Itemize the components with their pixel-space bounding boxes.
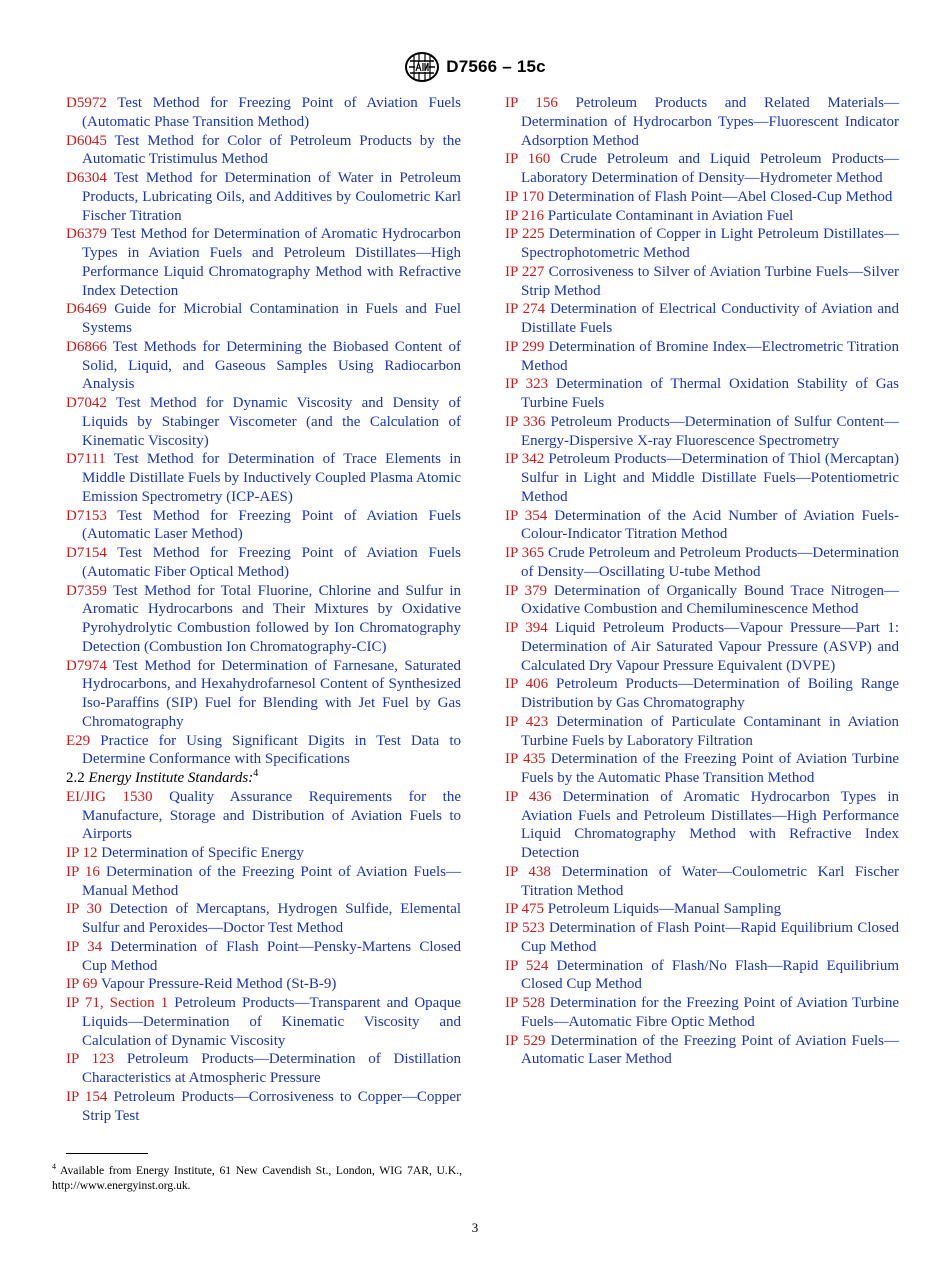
reference-title-link[interactable]: Determination of Copper in Light Petroleum Distillates—Spectrophotometric Method xyxy=(521,226,900,261)
reference-entry xyxy=(505,507,899,545)
reference-entry xyxy=(505,300,899,338)
section-number: 2.2 xyxy=(66,770,85,786)
reference-title-link[interactable]: Test Method for Freezing Point of Aviation Fuels (Automatic Laser Method) xyxy=(82,507,461,543)
reference-entry xyxy=(66,450,461,506)
reference-title-link[interactable]: Determination of Specific Energy xyxy=(101,845,304,861)
reference-title-link[interactable]: Test Method for Determination of Trace Elements in Middle Distillate Fuels by Inductively Coupled Plasma Atomic Emission Spectrometry (ICP-AES) xyxy=(82,451,461,505)
reference-entry xyxy=(66,994,461,1050)
reference-code-link[interactable]: IP 170 xyxy=(505,188,545,205)
reference-title-link[interactable]: Petroleum Products—Determination of Sulfur Content—Energy-Dispersive X-ray Fluorescence Spectrometry xyxy=(521,413,900,449)
reference-title-link[interactable]: Determination of the Freezing Point of Aviation Fuels—Manual Method xyxy=(82,863,462,899)
reference-entry xyxy=(66,225,461,300)
reference-code-link[interactable]: IP 12 xyxy=(66,845,98,861)
reference-code-link[interactable]: IP 69 xyxy=(66,976,98,993)
reference-code-link[interactable]: IP 342 xyxy=(505,451,545,468)
reference-title-link[interactable]: Petroleum Liquids—Manual Sampling xyxy=(547,901,782,918)
reference-entry xyxy=(505,544,899,582)
reference-code-link[interactable]: IP 436 xyxy=(505,788,552,805)
reference-entry xyxy=(66,657,461,732)
reference-title-link[interactable]: Determination of Electrical Conductivity of Aviation and Distillate Fuels xyxy=(521,301,899,336)
reference-entry xyxy=(66,507,461,545)
footnote-marker: 4 xyxy=(52,1162,56,1172)
ip-references-list xyxy=(505,94,899,1069)
reference-title-link[interactable]: Crude Petroleum and Petroleum Products—Determination of Density—Oscillating U-tube Method xyxy=(521,545,900,580)
reference-entry xyxy=(505,750,899,788)
reference-entry xyxy=(505,225,899,263)
reference-entry xyxy=(505,713,899,751)
astm-references-list xyxy=(66,94,461,769)
reference-code-link[interactable]: IP 225 xyxy=(505,226,545,243)
reference-entry xyxy=(66,900,461,938)
reference-code-link[interactable]: IP 524 xyxy=(505,957,549,974)
reference-title-link[interactable]: Determination of Bromine Index—Electrometric Titration Method xyxy=(521,338,900,374)
reference-code-link[interactable]: D7153 xyxy=(66,507,107,524)
reference-title-link[interactable]: Crude Petroleum and Liquid Petroleum Products—Laboratory Determination of Density—Hydrometer Method xyxy=(521,151,900,186)
reference-title-link[interactable]: Determination of the Freezing Point of Aviation Turbine Fuels by the Automatic Phase Transition Method xyxy=(521,751,899,786)
reference-code-link[interactable]: IP 435 xyxy=(505,751,546,768)
reference-title-link[interactable]: Determination of Thermal Oxidation Stability of Gas Turbine Fuels xyxy=(521,376,900,411)
reference-entry xyxy=(505,450,899,506)
reference-code-link[interactable]: IP 336 xyxy=(505,413,546,430)
reference-code-link[interactable]: D7111 xyxy=(66,451,106,468)
reference-title-link[interactable]: Test Method for Dynamic Viscosity and Density of Liquids by Stabinger Viscometer (and the Calculation of Kinematic Viscosity) xyxy=(82,395,461,449)
reference-title-link[interactable]: Determination of Organically Bound Trace Nitrogen—Oxidative Combustion and Chemiluminescence Method xyxy=(521,582,900,618)
reference-code-link[interactable]: IP 529 xyxy=(505,1032,546,1049)
reference-title-link[interactable]: Determination for the Freezing Point of Aviation Turbine Fuels—Automatic Fibre Optic Method xyxy=(521,995,900,1030)
reference-title-link[interactable]: Liquid Petroleum Products—Vapour Pressure—Part 1: Determination of Air Saturated Vapour Pressure (ASVP) and Calculated Dry Vapour Pressure Equivalent (DVPE) xyxy=(521,620,900,674)
reference-title-link[interactable]: Test Methods for Determining the Biobased Content of Solid, Liquid, and Gaseous Samples Using Radiocarbon Analysis xyxy=(82,338,461,393)
reference-code-link[interactable]: EI/JIG 1530 xyxy=(66,788,153,805)
reference-code-link[interactable]: IP 216 xyxy=(505,207,545,224)
reference-code-link[interactable]: IP 423 xyxy=(505,713,549,730)
reference-title-link[interactable]: Test Method for Color of Petroleum Products by the Automatic Tristimulus Method xyxy=(82,132,461,168)
reference-code-link[interactable]: E29 xyxy=(66,732,91,749)
reference-title-link[interactable]: Determination of the Freezing Point of Aviation Fuels—Automatic Laser Method xyxy=(521,1032,899,1068)
reference-entry xyxy=(66,94,461,132)
reference-code-link[interactable]: D6469 xyxy=(66,301,107,318)
reference-entry xyxy=(66,544,461,582)
reference-entry xyxy=(505,207,899,226)
reference-code-link[interactable]: IP 156 xyxy=(505,95,558,111)
page-header xyxy=(0,50,950,84)
reference-title-link[interactable]: Test Method for Freezing Point of Aviation Fuels (Automatic Phase Transition Method) xyxy=(82,95,461,130)
footnote-divider xyxy=(66,1153,148,1154)
reference-entry xyxy=(66,1050,461,1088)
reference-entry xyxy=(66,975,461,994)
reference-code-link[interactable]: D5972 xyxy=(66,95,107,111)
reference-code-link[interactable]: IP 274 xyxy=(505,301,546,318)
reference-entry xyxy=(505,863,899,901)
reference-code-link[interactable]: IP 365 xyxy=(505,545,545,561)
reference-code-link[interactable]: IP 528 xyxy=(505,995,545,1011)
reference-title-link[interactable]: Test Method for Freezing Point of Aviation Fuels (Automatic Fiber Optical Method) xyxy=(82,545,461,580)
footnote-text: Available from Energy Institute, 61 New Cavendish St., London, WIG 7AR, U.K., http://www.energyinst.org.uk. xyxy=(52,1164,462,1192)
reference-code-link[interactable]: IP 30 xyxy=(66,901,102,918)
reference-code-link[interactable]: IP 475 xyxy=(505,901,545,918)
reference-title-link[interactable]: Practice for Using Significant Digits in Test Data to Determine Conformance with Specifications xyxy=(82,732,461,768)
reference-title-link[interactable]: Vapour Pressure-Reid Method (St-B-9) xyxy=(101,976,337,993)
reference-entry xyxy=(66,394,461,450)
reference-code-link[interactable]: D6379 xyxy=(66,226,107,243)
section-title: Energy Institute Standards: xyxy=(88,770,254,786)
reference-title-link[interactable]: Petroleum Products—Determination of Distillation Characteristics at Atmospheric Pressure xyxy=(82,1051,462,1086)
reference-entry xyxy=(505,375,899,413)
reference-title-link[interactable]: Test Method for Total Fluorine, Chlorine and Sulfur in Aromatic Hydrocarbons and Their Mixtures by Oxidative Pyrohydrolytic Combustion followed by Ion Chromatography Detection (Combustion Ion Chromatography-CIC) xyxy=(82,582,461,655)
section-heading xyxy=(66,769,461,788)
reference-entry xyxy=(505,188,899,207)
page-number: 3 xyxy=(471,1220,479,1235)
footnote xyxy=(52,1163,462,1193)
reference-entry xyxy=(66,300,461,338)
reference-title-link[interactable]: Determination of Particulate Contaminant in Aviation Turbine Fuels by Laboratory Filtration xyxy=(521,713,900,749)
reference-title-link[interactable]: Determination of Flash/No Flash—Rapid Equilibrium Closed Cup Method xyxy=(521,957,899,993)
reference-title-link[interactable]: Petroleum Products—Transparent and Opaque Liquids—Determination of Kinematic Viscosity and Calculation of Dynamic Viscosity xyxy=(82,995,461,1049)
reference-code-link[interactable]: IP 323 xyxy=(505,376,549,393)
reference-entry xyxy=(66,938,461,976)
reference-code-link[interactable]: IP 406 xyxy=(505,676,549,693)
reference-code-link[interactable]: IP 34 xyxy=(66,938,103,955)
reference-code-link[interactable]: D6045 xyxy=(66,132,107,149)
reference-title-link[interactable]: Determination of the Acid Number of Aviation Fuels-Colour-Indicator Titration Method xyxy=(521,507,900,543)
reference-entry xyxy=(505,919,899,957)
reference-title-link[interactable]: Particulate Contaminant in Aviation Fuel xyxy=(547,207,794,224)
reference-code-link[interactable]: IP 160 xyxy=(505,151,551,168)
reference-code-link[interactable]: IP 71, Section 1 xyxy=(66,995,169,1011)
reference-title-link[interactable]: Petroleum Products—Corrosiveness to Copper—Copper Strip Test xyxy=(82,1088,462,1124)
document-designation: D7566 – 15c xyxy=(446,57,546,76)
reference-code-link[interactable]: D6304 xyxy=(66,170,107,186)
reference-entry xyxy=(66,844,461,863)
reference-title-link[interactable]: Petroleum Products—Determination of Boiling Range Distribution by Gas Chromatography xyxy=(521,676,900,711)
reference-entry xyxy=(505,582,899,620)
reference-entry xyxy=(505,900,899,919)
reference-entry xyxy=(505,994,899,1032)
reference-code-link[interactable]: IP 438 xyxy=(505,863,551,880)
reference-title-link[interactable]: Guide for Microbial Contamination in Fuels and Fuel Systems xyxy=(82,301,461,336)
reference-title-link[interactable]: Detection of Mercaptans, Hydrogen Sulfide, Elemental Sulfur and Peroxides—Doctor Test Method xyxy=(82,901,462,936)
reference-entry xyxy=(66,169,461,225)
reference-title-link[interactable]: Test Method for Determination of Farnesane, Saturated Hydrocarbons, and Hexahydrofarnesol Content of Synthesized Iso-Paraffins (SIP) Fuel for Blending with Jet Fuel by Gas Chromatography xyxy=(82,657,462,730)
reference-code-link[interactable]: IP 299 xyxy=(505,338,545,355)
reference-title-link[interactable]: Determination of Flash Point—Abel Closed-Cup Method xyxy=(547,188,893,205)
right-column xyxy=(505,94,899,1069)
reference-title-link[interactable]: Corrosiveness to Silver of Aviation Turbine Fuels—Silver Strip Method xyxy=(521,263,900,299)
reference-title-link[interactable]: Quality Assurance Requirements for the Manufacture, Storage and Distribution of Aviation Fuels to Airports xyxy=(82,788,461,843)
reference-entry xyxy=(505,338,899,376)
reference-entry xyxy=(505,957,899,995)
reference-code-link[interactable]: IP 123 xyxy=(66,1051,115,1068)
reference-entry xyxy=(66,338,461,394)
reference-entry xyxy=(505,1032,899,1070)
reference-code-link[interactable]: IP 154 xyxy=(66,1088,108,1105)
reference-entry xyxy=(505,263,899,301)
reference-title-link[interactable]: Determination of Water—Coulometric Karl Fischer Titration Method xyxy=(521,863,900,899)
reference-entry xyxy=(66,863,461,901)
reference-code-link[interactable]: IP 379 xyxy=(505,582,548,599)
reference-code-link[interactable]: D6866 xyxy=(66,338,107,355)
reference-title-link[interactable]: Test Method for Determination of Water in Petroleum Products, Lubricating Oils, and Additives by Coulometric Karl Fischer Titration xyxy=(82,170,461,224)
reference-entry xyxy=(505,413,899,451)
reference-code-link[interactable]: D7974 xyxy=(66,657,107,674)
reference-entry xyxy=(505,788,899,863)
reference-title-link[interactable]: Petroleum Products—Determination of Thiol (Mercaptan) Sulfur in Light and Middle Distillate Fuels—Potentiometric Method xyxy=(521,451,900,505)
reference-code-link[interactable]: IP 16 xyxy=(66,863,100,880)
reference-title-link[interactable]: Determination of Flash Point—Rapid Equilibrium Closed Cup Method xyxy=(521,920,899,955)
reference-code-link[interactable]: IP 354 xyxy=(505,507,548,524)
reference-entry xyxy=(66,732,461,770)
reference-title-link[interactable]: Determination of Flash Point—Pensky-Martens Closed Cup Method xyxy=(82,938,462,974)
reference-code-link[interactable]: IP 523 xyxy=(505,920,545,936)
footnote-reference[interactable]: 4 xyxy=(253,768,259,779)
reference-entry xyxy=(66,582,461,657)
reference-title-link[interactable]: Petroleum Products and Related Materials—Determination of Hydrocarbon Types—Fluorescent Indicator Adsorption Method xyxy=(521,95,900,149)
reference-entry xyxy=(66,788,461,844)
ei-references-list xyxy=(66,788,461,1126)
reference-entry xyxy=(505,619,899,675)
astm-logo-icon xyxy=(404,51,440,83)
reference-entry xyxy=(505,675,899,713)
reference-entry xyxy=(66,1088,461,1126)
reference-code-link[interactable]: IP 394 xyxy=(505,620,548,636)
reference-title-link[interactable]: Determination of Aromatic Hydrocarbon Types in Aviation Fuels and Petroleum Distillates—High Performance Liquid Chromatography Method with Refractive Index Detection xyxy=(521,788,900,861)
reference-code-link[interactable]: D7154 xyxy=(66,545,107,561)
reference-code-link[interactable]: IP 227 xyxy=(505,263,545,280)
reference-entry xyxy=(505,94,899,150)
reference-entry xyxy=(66,132,461,170)
reference-code-link[interactable]: D7042 xyxy=(66,395,107,411)
reference-code-link[interactable]: D7359 xyxy=(66,582,107,599)
reference-title-link[interactable]: Test Method for Determination of Aromatic Hydrocarbon Types in Aviation Fuels and Petroleum Distillates—High Performance Liquid Chromatography Method with Refractive Index Detection xyxy=(82,226,461,299)
left-column xyxy=(66,94,461,1125)
reference-entry xyxy=(505,150,899,188)
